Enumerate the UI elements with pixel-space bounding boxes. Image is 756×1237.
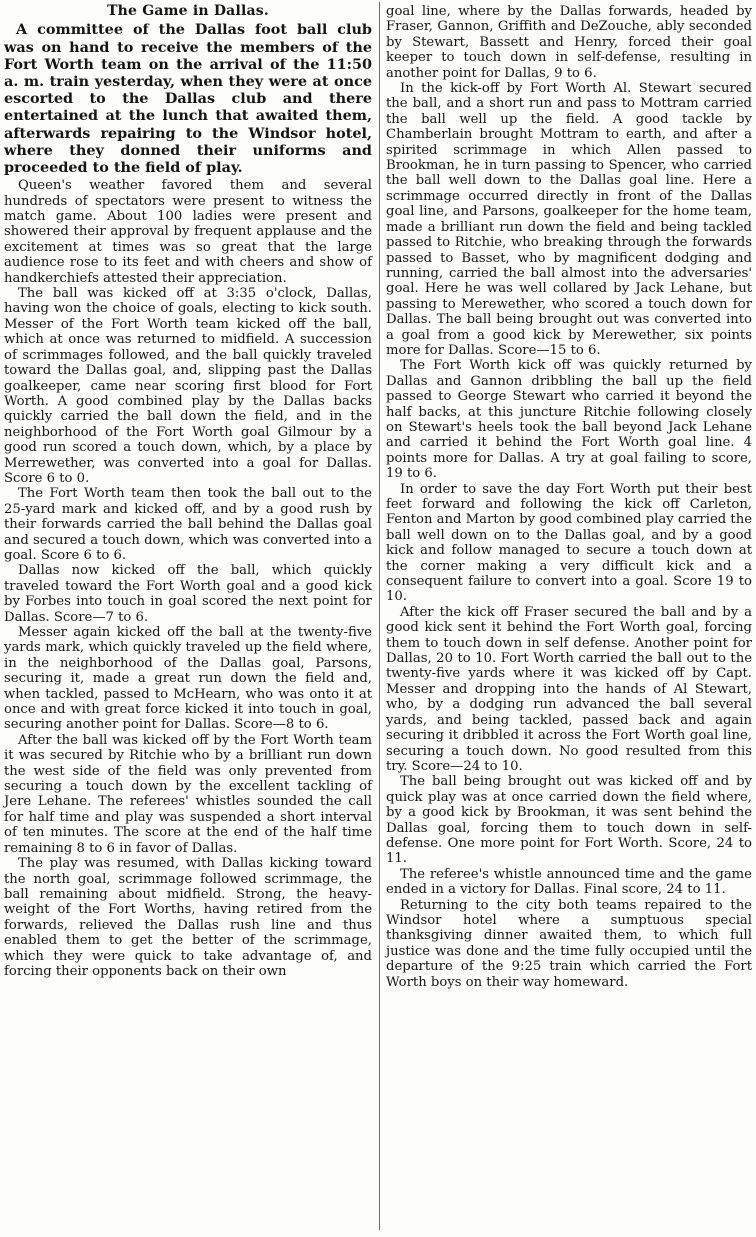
paragraph-half-time: After the ball was kicked off by the Fort Worth team it was secured by Ritchie who by a brilliant run down the west side of the field was only prevented from securing a touch down by the excellent tackling of Jere Lehane. The referees' whistles sounded the call for half time and play was suspended a short interval of ten minutes. The score at the end of the half time remaining 8 to 6 in favor of Dallas.: [4, 732, 372, 856]
paragraph-fort-worth-kickoff: The Fort Worth kick off was quickly returned by Dallas and Gannon dribbling the ball up the field passed to George Stewart who carried it beyond the half backs, at this juncture Ritchie following closely on Stewart's heels took the ball beyond Jack Lehane and carried it behind the Fort Worth goal line. 4 points more for Dallas. A try at goal failing to score, 19 to 6.: [386, 358, 752, 482]
paragraph-kickoff: The ball was kicked off at 3:35 o'clock, Dallas, having won the choice of goals, electing to kick south. Messer of the Fort Worth team kicked off the ball, which at once was returned to midfield. A succession of scrimmages followed, and the ball quickly traveled toward the Dallas goal, and, slipping past the Dallas goalkeeper, came near scoring first blood for Fort Worth. A good combined play by the Dallas backs quickly carried the ball down the field, and in the neighborhood of the Fort Worth goal Gilmour by a good run scored a touch down, which, by a place by Merrewether, was converted into a goal for Dallas. Score 6 to 0.: [4, 286, 372, 486]
paragraph-save-the-day: In order to save the day Fort Worth put their best feet forward and following the kick off Carleton, Fenton and Marton by good combined play carried the ball well down on to the Dallas goal, and by a good kick and follow managed to secure a touch down at the corner making a very difficult kick and a consequent failure to convert into a goal. Score 19 to 10.: [386, 481, 752, 605]
left-column: [4, 4, 372, 979]
column-divider: [379, 2, 380, 1230]
paragraph-messer-again: Messer again kicked off the ball at the twenty-five yards mark, which quickly traveled up the field where, in the neighborhood of the Dallas goal, Parsons, securing it, made a great run down the field and, when tackled, passed to McHearn, who was onto it at once and with great force kicked it into touch in goal, securing another point for Dallas. Score—8 to 6.: [4, 625, 372, 733]
paragraph-returning: Returning to the city both teams repaired to the Windsor hotel where a sumptuous special thanksgiving dinner awaited them, to which full justice was done and the time fully occupied until the departure of the 9:25 train which carried the Fort Worth boys on their way homeward.: [386, 897, 752, 990]
right-column: [386, 4, 752, 990]
paragraph-final-score: The referee's whistle announced time and the game ended in a victory for Dallas. Final score, 24 to 11.: [386, 866, 752, 898]
paragraph-continuation: goal line, where by the Dallas forwards, headed by Fraser, Gannon, Griffith and DeZouche, ably seconded by Stewart, Bassett and Henry, forced their goal keeper to touch down in self-defense, resulting in another point for Dallas, 9 to 6.: [386, 4, 752, 81]
paragraph-play-resumed: The play was resumed, with Dallas kicking toward the north goal, scrimmage followed scrimmage, the ball remaining about midfield. Strong, the heavy-weight of the Fort Worths, having retired from the forwards, relieved the Dallas rush line and thus enabled them to get the better of the scrimmage, which they were quick to take advantage of, and forcing their opponents back on their own: [4, 856, 372, 979]
paragraph-fraser-kick: After the kick off Fraser secured the ball and by a good kick sent it behind the Fort Worth goal, forcing them to touch down in self defense. Another point for Dallas, 20 to 10. Fort Worth carried the ball out to the twenty-five yards where it was kicked off by Capt. Messer and dropping into the hands of Al Stewart, who, by a dodging run advanced the ball several yards, and being tackled, passed back and again securing it dribbled it across the Fort Worth goal line, securing a touch down. No good resulted from this try. Score—24 to 10.: [386, 604, 752, 774]
article-headline: The Game in Dallas.: [107, 3, 269, 19]
paragraph-stewart-kickoff: In the kick-off by Fort Worth Al. Stewart secured the ball, and a short run and pass to Mottram carried the ball well up the field. A good tackle by Chamberlain brought Mottram to earth, and after a spirited scrimmage in which Allen passed to Brookman, he in turn passing to Spencer, who carried the ball well down to the Dallas goal line. Here a scrimmage occurred directly in front of the Dallas goal line, and Parsons, goalkeeper for the home team, made a brilliant run down the field and being tackled passed to Ritchie, who breaking through the forwards passed to Basset, who by magnificent dodging and running, carried the ball almost into the adversaries' goal. Here he was well collared by Jack Lehane, but passing to Merewether, who scored a touch down for Dallas. The ball being brought out was converted into a goal from a good kick by Merewether, six points more for Dallas. Score—15 to 6.: [386, 81, 752, 358]
paragraph-fort-worth-score: The Fort Worth team then took the ball out to the 25-yard mark and kicked off, and by a good rush by their forwards carried the ball behind the Dallas goal and secured a touch down, which was converted into a goal. Score 6 to 6.: [4, 486, 372, 563]
paragraph-brookman-kick: The ball being brought out was kicked off and by quick play was at once carried down the field where, by a good kick by Brookman, it was sent behind the Dallas goal, forcing them to touch down in self-defense. One more point for Fort Worth. Score, 24 to 11.: [386, 774, 752, 867]
paragraph-dallas-seven: Dallas now kicked off the ball, which quickly traveled toward the Fort Worth goal and a good kick by Forbes into touch in goal scored the next point for Dallas. Score—7 to 6.: [4, 563, 372, 625]
paragraph-weather: Queen's weather favored them and several hundreds of spectators were present to witness the match game. About 100 ladies were present and showered their approval by frequent applause and the excitement at times was so great that the large audience rose to its feet and with cheers and show of handkerchiefs attested their appreciation.: [4, 178, 372, 286]
lead-paragraph: A committee of the Dallas foot ball club was on hand to receive the members of the Fort Worth team on the arrival of the 11:50 a. m. train yesterday, when they were at once escorted to the Dallas club and there entertained at the lunch that awaited them, afterwards repairing to the Windsor hotel, where they donned their uniforms and proceeded to the field of play.: [4, 21, 372, 177]
